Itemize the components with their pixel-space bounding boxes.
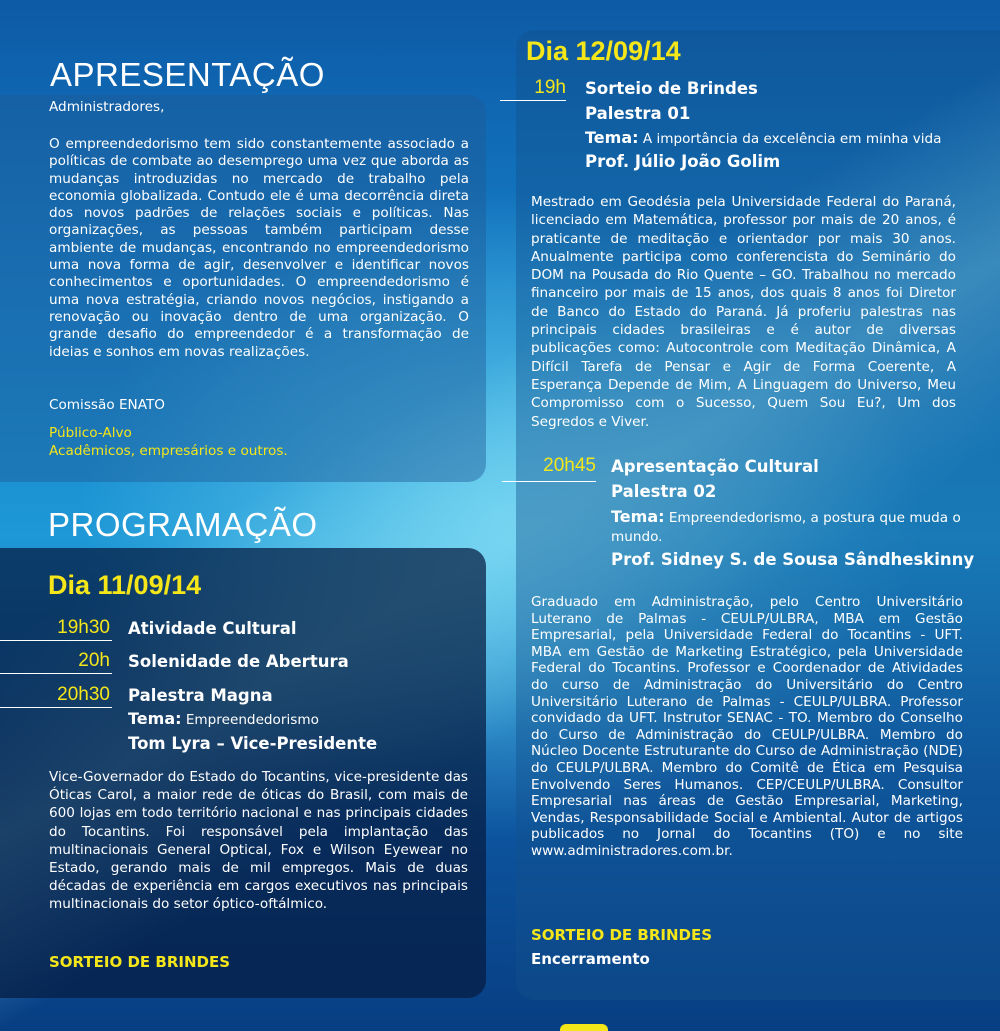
day2-event-2-speaker: Prof. Sidney S. de Sousa Sândheskinny: [611, 550, 975, 569]
day2-encerramento: Encerramento: [531, 950, 650, 968]
programacao-title: PROGRAMAÇÃO: [48, 506, 318, 543]
day1-time-2: 20h: [78, 650, 110, 671]
day2-event-2-subtitle: Palestra 02: [611, 482, 717, 501]
day1-sorteio: SORTEIO DE BRINDES: [49, 953, 231, 971]
apresentacao-signature: Comissão ENATO: [49, 397, 165, 413]
day2-event-1-tema-value: A importância da excelência em minha vida: [642, 131, 942, 147]
day1-time-3: 20h30: [57, 684, 110, 705]
day2-event-1-subtitle: Palestra 01: [585, 104, 691, 123]
day2-event-1-speaker: Prof. Júlio João Golim: [585, 152, 781, 171]
publico-alvo-value: Acadêmicos, empresários e outros.: [49, 443, 288, 459]
day2-time-1: 19h: [534, 77, 566, 98]
day1-bio: Vice-Governador do Estado do Tocantins, vice-presidente das Óticas Carol, a maior rede de óticas do Brasil, com mais de 600 lojas em todo território nacional e nas principais cidades do Tocantins. Foi responsável pela implantação das multinacionais General Optical, Fox e Wilson Eyewear no Estado, gerando mais de mil empregos. Mais de duas décadas de experiência em cargos executivos nas principais multinacionais do setor óptico-oftálmico.: [49, 769, 468, 913]
day1-time-1-underline: [0, 640, 112, 641]
day2-event-2-tema-value: Empreendedorismo, a postura que muda o mundo.: [611, 510, 961, 545]
day2-event-1-tema-label: Tema:: [585, 128, 639, 147]
day1-event-2-title: Solenidade de Abertura: [128, 652, 349, 671]
footer-yellow-mark: [560, 1024, 608, 1031]
day2-event-2-title: Apresentação Cultural: [611, 457, 819, 476]
day1-time-1: 19h30: [57, 617, 110, 638]
day1-title: Dia 11/09/14: [48, 570, 202, 600]
day2-sorteio: SORTEIO DE BRINDES: [531, 926, 713, 944]
day1-tema: [128, 709, 319, 728]
day2-time-2: 20h45: [543, 455, 596, 476]
day1-time-3-underline: [0, 707, 112, 708]
day2-event-1-bio: Mestrado em Geodésia pela Universidade Federal do Paraná, licenciado em Matemática, professor por mais de 20 anos, é praticante de meditação e orientador por mais 30 anos. Anualmente participa como conferencista do Seminário do DOM na Pousada do Rio Quente – GO. Trabalhou no mercado financeiro por mais de 15 anos, dos quais 8 anos foi Diretor de Banco do Estado do Paraná. Já proferiu palestras nas principais cidades brasileiras e é autor de diversas publicações como: Autocontrole com Meditação Dinâmica, A Difícil Tarefa de Pensar e Agir de Forma Coerente, A Esperança Depende de Mim, A Linguagem do Universo, Meu Compromisso com o Sucesso, Quem Sou Eu?, Um dos Segredos e Viver.: [531, 194, 956, 430]
day2-time-2-underline: [502, 481, 596, 482]
day2-event-2-tema-label: Tema:: [611, 507, 665, 526]
day1-event-3-title: Palestra Magna: [128, 686, 273, 705]
apresentacao-greeting: Administradores,: [49, 99, 165, 115]
day2-event-1-tema: [585, 128, 942, 147]
day1-tema-value: Empreendedorismo: [185, 712, 319, 728]
publico-alvo-label: Público-Alvo: [49, 425, 132, 441]
day2-title: Dia 12/09/14: [526, 36, 681, 66]
day1-event-1-title: Atividade Cultural: [128, 619, 297, 638]
day2-event-1-title: Sorteio de Brindes: [585, 79, 758, 98]
apresentacao-title: APRESENTAÇÃO: [50, 56, 325, 93]
day1-time-2-underline: [0, 673, 112, 674]
day2-time-1-underline: [500, 100, 566, 101]
day1-speaker: Tom Lyra – Vice-Presidente: [128, 734, 378, 753]
apresentacao-paragraph: O empreendedorismo tem sido constantemente associado a políticas de combate ao desemprego uma vez que aborda as mudanças introduzidas no mercado de trabalho pela economia globalizada. Contudo ele é uma decorrência direta dos novos padrões de relações sociais e políticas. Nas organizações, as pessoas também participam desse ambiente de mudanças, encontrando no empreendedorismo uma nova forma de agir, desenvolver e identificar novos conhecimentos e oportunidades. O empreendedorismo é uma nova estratégia, criando novos negócios, instigando a renovação ou inovação dentro de uma organização. O grande desafio do empreendedor é a transformação de ideias e sonhos em novas realizações.: [49, 136, 469, 360]
day2-event-2-bio: Graduado em Administração, pelo Centro Universitário Luterano de Palmas - CEULP/ULBRA, MBA em Gestão Empresarial, pela Universidade Federal do Tocantins - UFT. MBA em Gestão de Marketing Estratégico, pela Universidade Federal do Tocantins. Professor e Coordenador de Atividades do curso de Administração do Universitário do Centro Universitário Luterano de Palmas - CEULP/ULBRA. Professor convidado da UFT. Instrutor SENAC - TO. Membro do Conselho do Curso de Administração do CEULP/ULBRA. Membro do Núcleo Docente Estruturante do Curso de Administração (NDE) do CEULP/ULBRA. Membro do Comitê de Ética em Pesquisa Envolvendo Seres Humanos. CEP/CEULP/ULBRA. Consultor Empresarial nas áreas de Gestão Empresarial, Marketing, Vendas, Responsabilidade Social e Ambiental. Autor de artigos publicados no Jornal do Tocantins (TO) e no site www.administradores.com.br.: [531, 594, 963, 859]
day1-tema-label: Tema:: [128, 709, 182, 728]
day2-event-2-tema: [611, 507, 961, 547]
